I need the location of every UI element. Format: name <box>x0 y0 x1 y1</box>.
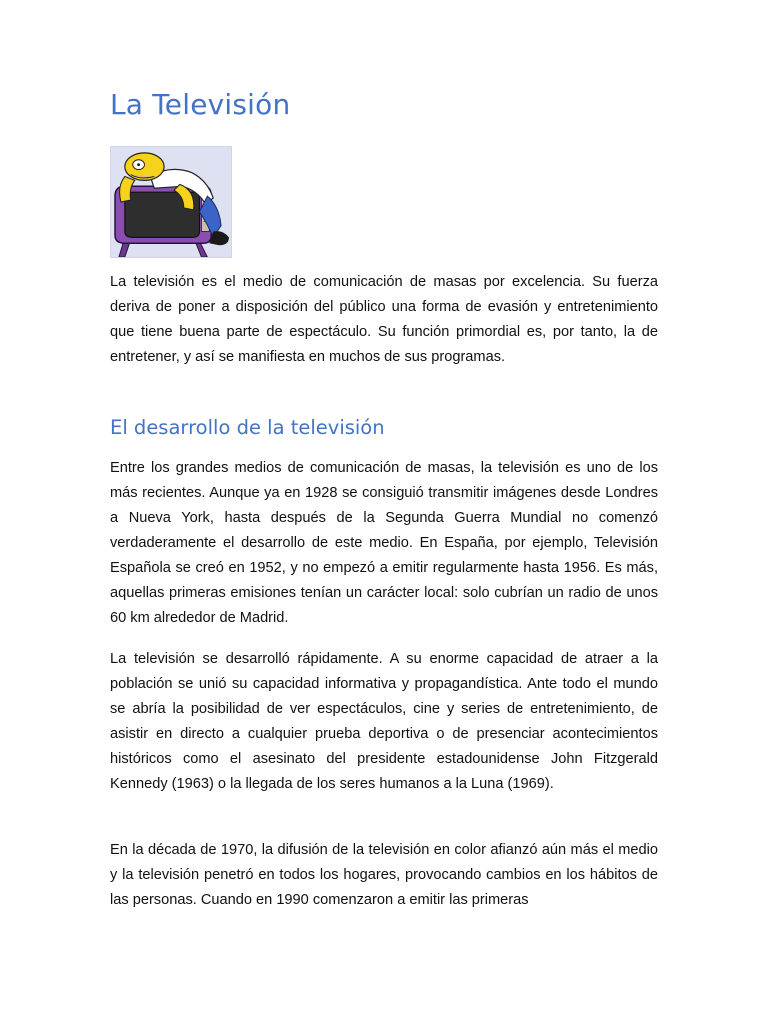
cartoon-tv-illustration <box>110 146 232 258</box>
body-paragraph: La televisión se desarrolló rápidamente. A su enorme capacidad de atraer a la población se unió su capacidad informativa y propagandística. Ante todo el mundo se abría la posibilidad de ver espectáculos, cine y series de entretenimiento, de asistir en directo a cualquier prueba deportiva o de presenciar acontecimientos históricos como el asesinato del presidente estadounidense John Fitzgerald Kennedy (1963) o la llegada de los seres humanos a la Luna (1969). <box>110 651 658 792</box>
section-heading: El desarrollo de la televisión <box>110 416 385 439</box>
body-paragraph: Entre los grandes medios de comunicación de masas, la televisión es uno de los más recientes. Aunque ya en 1928 se consiguió transmitir imágenes desde Londres a Nueva York, hasta después de la Segunda Guerra Mundial no comenzó verdaderamente el desarrollo de este medio. En España, por ejemplo, Televisión Española se creó en 1952, y no empezó a emitir regularmente hasta 1956. Es más, aquellas primeras emisiones tenían un carácter local: solo cubrían un radio de unos 60 km alrededor de Madrid. <box>110 460 658 626</box>
page-title: La Televisión <box>110 88 291 121</box>
body-paragraph: En la década de 1970, la difusión de la televisión en color afianzó aún más el medio y la televisión penetró en todos los hogares, provocando cambios en los hábitos de las personas. Cuando en 1990 comenzaron a emitir las primeras <box>110 842 658 908</box>
intro-paragraph: La televisión es el medio de comunicación de masas por excelencia. Su fuerza deriva de poner a disposición del público una forma de evasión y entretenimiento que tiene buena parte de espectáculo. Su función primordial es, por tanto, la de entretener, y así se manifiesta en muchos de sus programas. <box>110 274 658 365</box>
